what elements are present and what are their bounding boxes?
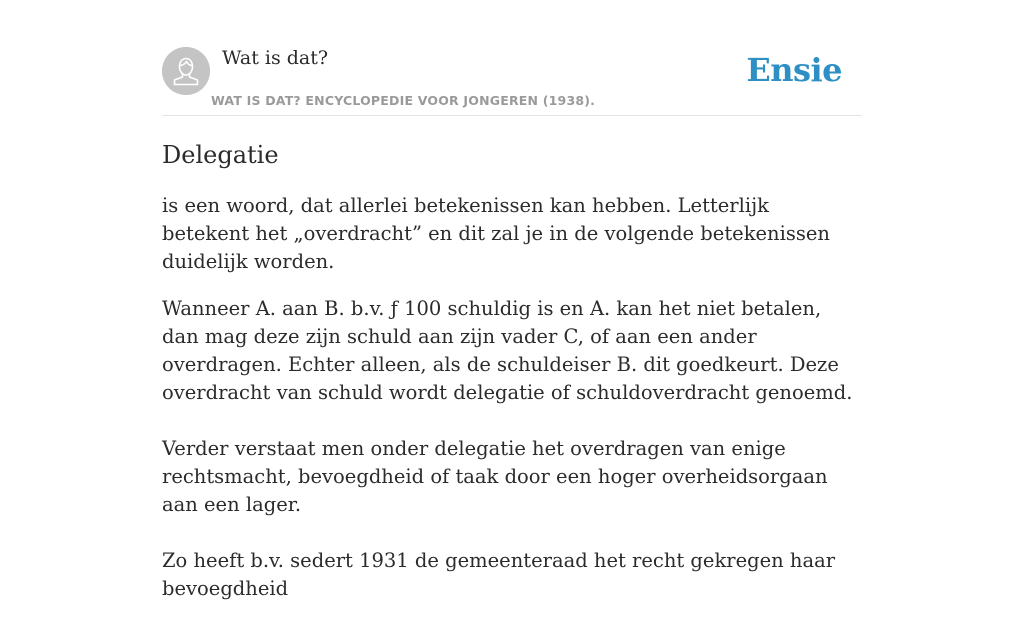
page-container [162, 0, 862, 600]
article-title: Delegatie [162, 141, 279, 169]
article-paragraph: is een woord, dat allerlei betekenissen kan hebben. Letterlijk betekent het „overdracht” en dit zal je in de volgende betekenissen duidelijk worden. [162, 194, 830, 273]
article-body [162, 192, 862, 622]
ensie-logo[interactable]: Ensie [746, 51, 842, 89]
article-paragraph: Verder verstaat men onder delegatie het overdragen van enige rechtsmacht, bevoegdheid of taak door een hoger overheidsorgaan aan een lager. [162, 437, 828, 516]
source-subtitle: WAT IS DAT? ENCYCLOPEDIE VOOR JONGEREN (1938). [211, 93, 596, 108]
article-paragraph: Wanneer A. aan B. b.v. ƒ 100 schuldig is en A. kan het niet betalen, dan mag deze zijn schuld aan zijn vader C, of aan een ander overdragen. Echter alleen, als de schuldeiser B. dit goedkeurt. Deze overdracht van schuld wordt delegatie of schuldoverdracht genoemd. [162, 297, 853, 404]
source-header [162, 0, 862, 116]
source-title-link[interactable]: Wat is dat? [222, 47, 329, 69]
user-outline-icon[interactable] [162, 47, 210, 95]
article-paragraph: Zo heeft b.v. sedert 1931 de gemeenteraad het recht gekregen haar bevoegdheid [162, 549, 836, 600]
